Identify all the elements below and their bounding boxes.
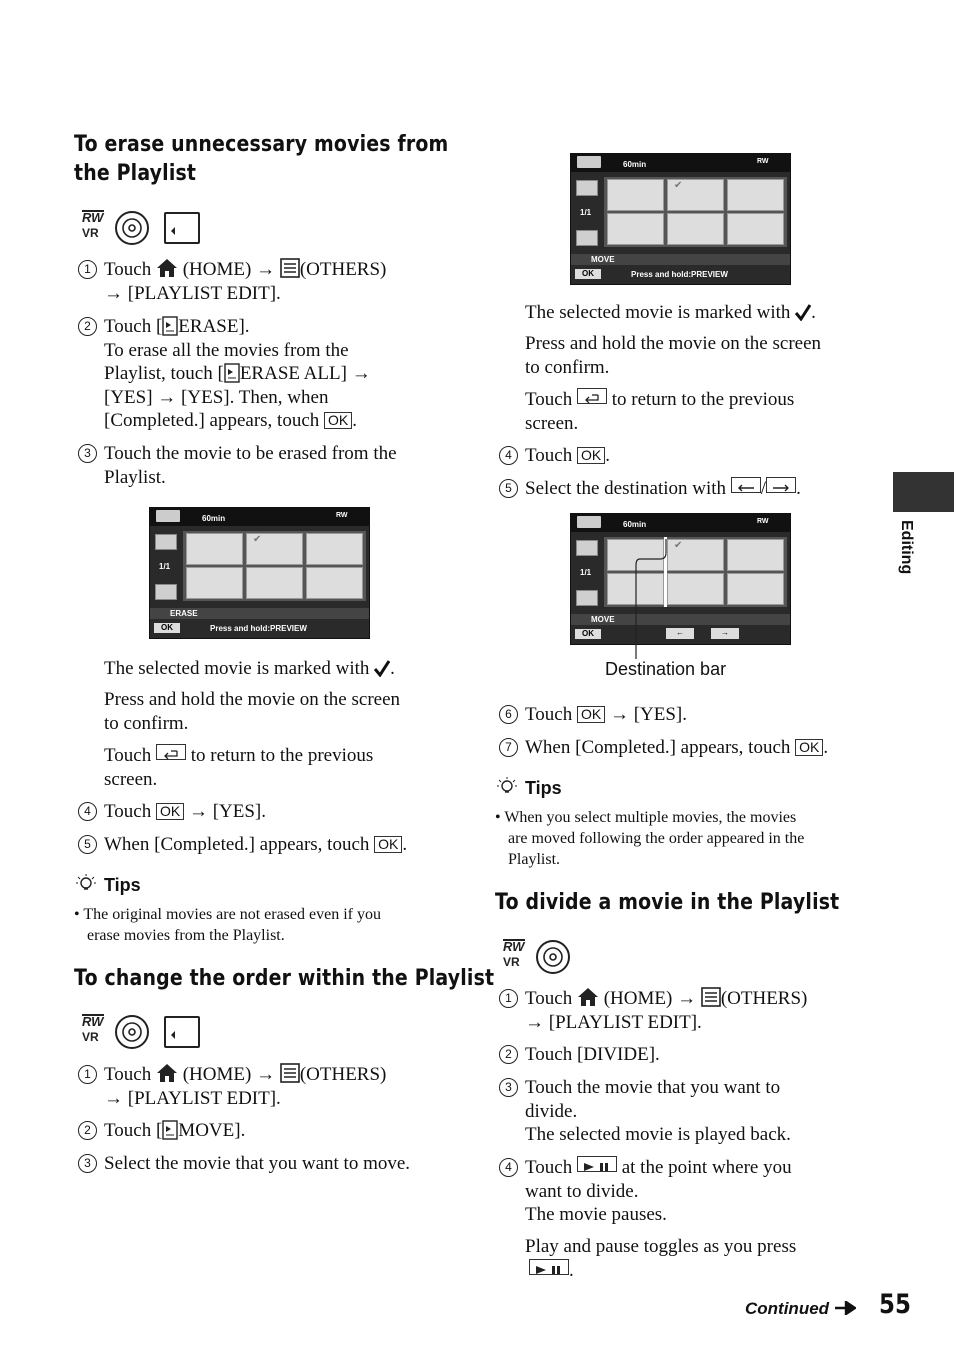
ok-button: OK — [577, 706, 605, 723]
step-number: 1 — [78, 1065, 97, 1084]
play-pause-toggle-text: Play and pause toggles as you press . — [525, 1236, 797, 1281]
scroll-up-button — [576, 540, 598, 556]
tips-bulb-icon — [75, 873, 97, 895]
step-number: 2 — [78, 1121, 97, 1140]
press-hold-text: Press and hold the movie on the screen to confirm. — [104, 689, 401, 734]
return-icon — [577, 516, 601, 528]
step-number: 3 — [78, 444, 97, 463]
thumbnail — [727, 213, 784, 245]
ok-button: OK — [374, 836, 402, 853]
divide-step-2: Touch [DIVIDE]. — [525, 1044, 660, 1065]
step-2-text: Touch [ MOVE]. — [104, 1120, 246, 1141]
home-icon — [156, 1063, 178, 1083]
tip-text: • The original movies are not erased even if you erase movies from the Playlist. — [74, 906, 381, 944]
divide-step-1: Touch (HOME) → (OTHERS) → [PLAYLIST EDIT]. — [525, 988, 808, 1033]
dvd-rw-vr-icon — [80, 1012, 150, 1050]
return-text: Touch to return to the previous screen. — [104, 745, 374, 790]
return-icon — [156, 510, 180, 522]
remaining-time: 60min — [202, 514, 226, 523]
step-3-text: Touch the movie to be erased from the Playlist. — [104, 443, 397, 488]
screen-ok-button: OK — [575, 269, 601, 279]
step-5-text: When [Completed.] appears, touch OK . — [104, 834, 408, 855]
heading-change-order: To change the order within the Playlist — [74, 966, 495, 991]
divide-step-3: Touch the movie that you want to divide. The selected movie is played back. — [525, 1077, 791, 1145]
mode-bar: MOVE — [571, 614, 790, 625]
thumbnail-grid — [183, 531, 366, 601]
svg-text:RW: RW — [503, 939, 525, 954]
playlist-move-icon — [162, 1120, 178, 1140]
svg-text:VR: VR — [503, 955, 520, 969]
thumbnail — [306, 567, 363, 599]
screen-ok-button: OK — [575, 629, 601, 639]
step-number: 4 — [499, 446, 518, 465]
tip-text: • When you select multiple movies, the movies are moved following the order appeared in the Playlist. — [495, 809, 805, 868]
step-7-text: When [Completed.] appears, touch OK . — [525, 737, 829, 758]
scroll-down-button — [576, 590, 598, 606]
section-tab-marker — [893, 472, 954, 512]
step-3-text: Select the movie that you want to move. — [104, 1153, 411, 1174]
play-pause-icon — [577, 1156, 617, 1172]
thumbnail-selected: ✔ — [667, 179, 724, 211]
thumbnail — [727, 179, 784, 211]
step-number: 5 — [499, 479, 518, 498]
svg-text:RW: RW — [82, 210, 104, 225]
step-number: 5 — [78, 835, 97, 854]
page-indicator: 1/1 — [159, 562, 171, 571]
screen-hint: Press and hold:PREVIEW — [210, 624, 307, 633]
destination-bar-label: Destination bar — [605, 659, 727, 679]
left-arrow-icon — [731, 477, 761, 493]
heading-erase: To erase unnecessary movies from the Playlist — [74, 132, 449, 186]
thumbnail — [306, 533, 363, 565]
press-hold-text: Press and hold the movie on the screen to confirm. — [525, 333, 822, 378]
playlist-erase-all-icon — [224, 363, 240, 383]
memory-stick-icon — [164, 1016, 200, 1048]
step-2-text: Touch [ ERASE]. To erase all the movies from the Playlist, touch [ ERASE ALL] → [YES] → [YES]. Then, when [Completed.] appears, touch OK . — [104, 316, 371, 431]
thumbnail-selected: ✔ — [246, 533, 303, 565]
screen-top-bar — [150, 508, 369, 526]
step-number: 3 — [499, 1078, 518, 1097]
right-arrow-icon — [766, 477, 796, 493]
playlist-erase-icon — [162, 316, 178, 336]
thumbnail — [186, 533, 243, 565]
thumbnail — [727, 573, 784, 605]
step-5-text: Select the destination with / . — [525, 478, 801, 499]
page-indicator: 1/1 — [580, 568, 592, 577]
return-icon — [577, 156, 601, 168]
tips-heading: Tips — [525, 778, 562, 798]
screen-top-bar — [571, 514, 790, 532]
others-icon — [280, 258, 300, 278]
memory-stick-icon — [164, 212, 200, 244]
remaining-time: 60min — [623, 520, 647, 529]
scroll-down-button — [576, 230, 598, 246]
thumbnail — [607, 179, 664, 211]
home-icon — [577, 987, 599, 1007]
return-icon — [577, 388, 607, 404]
ok-button: OK — [795, 739, 823, 756]
divide-step-4: Touch at the point where you want to divide. The movie pauses. — [525, 1157, 792, 1225]
scroll-up-button — [155, 534, 177, 550]
svg-text:RW: RW — [82, 1014, 104, 1029]
continued-label: Continued — [745, 1299, 856, 1319]
return-icon — [156, 744, 186, 760]
step-number: 4 — [78, 802, 97, 821]
step-number: 1 — [78, 260, 97, 279]
step-number: 4 — [499, 1158, 518, 1177]
step-number: 7 — [499, 738, 518, 757]
thumbnail — [727, 539, 784, 571]
checkmark-icon — [374, 659, 390, 677]
screen-right-arrow: → — [711, 628, 739, 639]
arrow-right-icon — [834, 1301, 856, 1315]
dvd-rw-vr-icon — [501, 937, 571, 975]
ok-button: OK — [156, 803, 184, 820]
svg-text:VR: VR — [82, 226, 99, 240]
step-4-text: Touch OK → [YES]. — [104, 801, 267, 822]
rw-vr-badge: RW — [757, 158, 769, 165]
section-tab-label: Editing — [898, 520, 915, 575]
step-1-text: Touch (HOME) → (OTHERS) → [PLAYLIST EDIT]. — [104, 1064, 387, 1109]
thumbnail-grid — [604, 177, 787, 247]
lcd-screen-move — [570, 153, 791, 285]
lcd-screen-destination — [570, 513, 791, 645]
thumbnail — [186, 567, 243, 599]
mode-bar: MOVE — [571, 254, 790, 265]
rw-vr-badge: RW — [336, 512, 348, 519]
remaining-time: 60min — [623, 160, 647, 169]
checkmark-icon — [795, 303, 811, 321]
dvd-rw-vr-icon — [80, 208, 150, 246]
screen-hint: Press and hold:PREVIEW — [631, 270, 728, 279]
scroll-up-button — [576, 180, 598, 196]
thumbnail-selected: ✔ — [667, 539, 724, 571]
heading-divide: To divide a movie in the Playlist — [495, 890, 840, 915]
svg-text:VR: VR — [82, 1030, 99, 1044]
others-icon — [701, 987, 721, 1007]
scroll-down-button — [155, 584, 177, 600]
step-number: 1 — [499, 989, 518, 1008]
lcd-screen-erase — [149, 507, 370, 639]
marked-text: The selected movie is marked with . — [104, 658, 395, 679]
step-1-text: Touch (HOME) → (OTHERS) → [PLAYLIST EDIT]. — [104, 259, 387, 304]
page-indicator: 1/1 — [580, 208, 592, 217]
ok-button: OK — [324, 412, 352, 429]
home-icon — [156, 258, 178, 278]
screen-left-arrow: ← — [666, 628, 694, 639]
return-text: Touch to return to the previous screen. — [525, 389, 795, 434]
mode-bar: ERASE — [150, 608, 369, 619]
step-number: 2 — [499, 1045, 518, 1064]
tips-heading: Tips — [104, 875, 141, 895]
thumbnail — [667, 573, 724, 605]
page-number: 55 — [879, 1289, 911, 1320]
step-4-text: Touch OK . — [525, 445, 610, 466]
step-number: 6 — [499, 705, 518, 724]
step-6-text: Touch OK → [YES]. — [525, 704, 688, 725]
tips-bulb-icon — [496, 776, 518, 798]
marked-text: The selected movie is marked with . — [525, 302, 816, 323]
thumbnail — [667, 213, 724, 245]
media-icons-3 — [501, 937, 581, 977]
destination-callout-line — [630, 537, 670, 667]
thumbnail — [607, 213, 664, 245]
screen-top-bar — [571, 154, 790, 172]
ok-button: OK — [577, 447, 605, 464]
screen-ok-button: OK — [154, 623, 180, 633]
step-number: 3 — [78, 1154, 97, 1173]
step-number: 2 — [78, 317, 97, 336]
rw-vr-badge: RW — [757, 518, 769, 525]
others-icon — [280, 1063, 300, 1083]
thumbnail — [246, 567, 303, 599]
play-pause-icon — [529, 1259, 569, 1275]
